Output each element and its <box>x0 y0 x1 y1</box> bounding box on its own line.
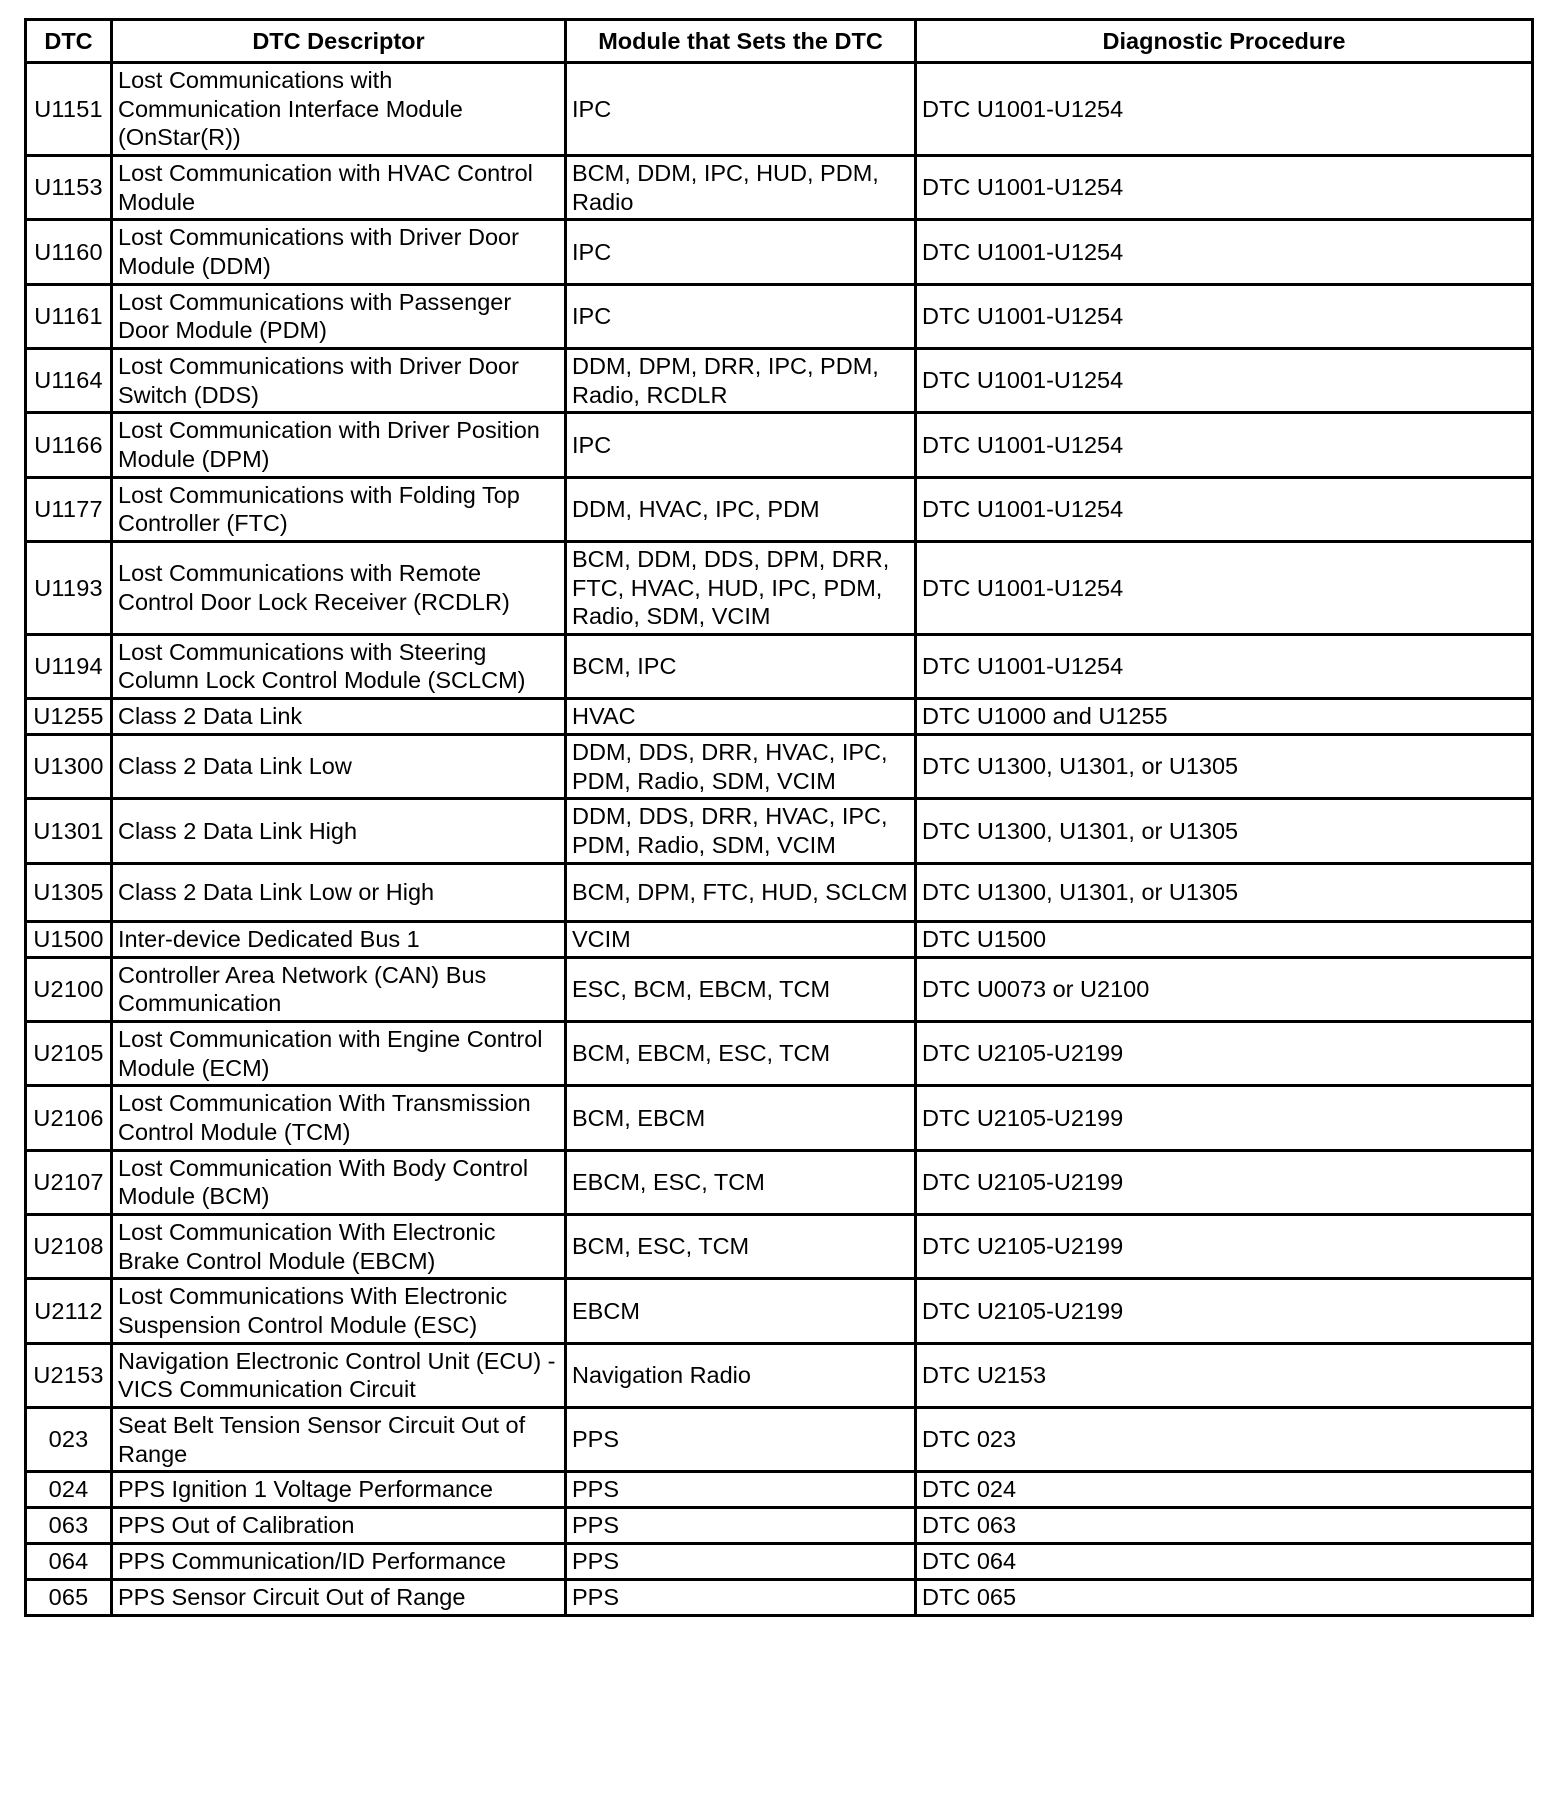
dtc-code-cell: U1255 <box>26 699 112 735</box>
dtc-code-cell: U1177 <box>26 477 112 541</box>
diagnostic-procedure-cell: DTC U1001-U1254 <box>916 63 1533 156</box>
header-dtc: DTC <box>26 20 112 63</box>
table-row <box>26 699 1533 735</box>
header-diagnostic-procedure: Diagnostic Procedure <box>916 20 1533 63</box>
dtc-code-cell: U1164 <box>26 348 112 412</box>
module-cell: EBCM <box>566 1279 916 1343</box>
dtc-descriptor-cell: Lost Communications with Remote Control Door Lock Receiver (RCDLR) <box>112 541 566 634</box>
dtc-code-cell: U1500 <box>26 921 112 957</box>
table-row <box>26 541 1533 634</box>
module-cell: BCM, IPC <box>566 634 916 698</box>
module-cell: ESC, BCM, EBCM, TCM <box>566 957 916 1021</box>
dtc-code-cell: U1300 <box>26 735 112 799</box>
dtc-descriptor-cell: Lost Communication with Engine Control Module (ECM) <box>112 1022 566 1086</box>
table-row <box>26 799 1533 863</box>
diagnostic-procedure-cell: DTC U1500 <box>916 921 1533 957</box>
table-row <box>26 921 1533 957</box>
dtc-code-cell: U1160 <box>26 220 112 284</box>
dtc-descriptor-cell: PPS Out of Calibration <box>112 1508 566 1544</box>
module-cell: PPS <box>566 1544 916 1580</box>
table-header <box>26 20 1533 63</box>
dtc-code-cell: U2106 <box>26 1086 112 1150</box>
dtc-code-cell: U2100 <box>26 957 112 1021</box>
dtc-code-cell: 063 <box>26 1508 112 1544</box>
diagnostic-procedure-cell: DTC 023 <box>916 1407 1533 1471</box>
diagnostic-procedure-cell: DTC U0073 or U2100 <box>916 957 1533 1021</box>
module-cell: DDM, HVAC, IPC, PDM <box>566 477 916 541</box>
diagnostic-procedure-cell: DTC U1300, U1301, or U1305 <box>916 799 1533 863</box>
dtc-descriptor-cell: PPS Ignition 1 Voltage Performance <box>112 1472 566 1508</box>
table-row <box>26 220 1533 284</box>
diagnostic-procedure-cell: DTC U1001-U1254 <box>916 477 1533 541</box>
module-cell: BCM, DPM, FTC, HUD, SCLCM <box>566 863 916 921</box>
dtc-table <box>24 18 1534 1617</box>
diagnostic-procedure-cell: DTC U1300, U1301, or U1305 <box>916 735 1533 799</box>
module-cell: Navigation Radio <box>566 1343 916 1407</box>
diagnostic-procedure-cell: DTC U2105-U2199 <box>916 1279 1533 1343</box>
dtc-code-cell: 023 <box>26 1407 112 1471</box>
module-cell: BCM, ESC, TCM <box>566 1215 916 1279</box>
table-row <box>26 863 1533 921</box>
dtc-descriptor-cell: Lost Communication with HVAC Control Module <box>112 155 566 219</box>
dtc-code-cell: U2112 <box>26 1279 112 1343</box>
table-row <box>26 1086 1533 1150</box>
dtc-code-cell: U1153 <box>26 155 112 219</box>
header-module: Module that Sets the DTC <box>566 20 916 63</box>
diagnostic-procedure-cell: DTC 024 <box>916 1472 1533 1508</box>
table-row <box>26 63 1533 156</box>
dtc-code-cell: U1193 <box>26 541 112 634</box>
dtc-descriptor-cell: PPS Sensor Circuit Out of Range <box>112 1580 566 1616</box>
module-cell: HVAC <box>566 699 916 735</box>
table-row <box>26 348 1533 412</box>
table-row <box>26 957 1533 1021</box>
dtc-code-cell: U2107 <box>26 1150 112 1214</box>
table-row <box>26 634 1533 698</box>
dtc-descriptor-cell: Class 2 Data Link Low or High <box>112 863 566 921</box>
diagnostic-procedure-cell: DTC U2153 <box>916 1343 1533 1407</box>
dtc-descriptor-cell: Lost Communications with Driver Door Module (DDM) <box>112 220 566 284</box>
dtc-descriptor-cell: Lost Communications with Passenger Door Module (PDM) <box>112 284 566 348</box>
diagnostic-procedure-cell: DTC U1300, U1301, or U1305 <box>916 863 1533 921</box>
table-row <box>26 1508 1533 1544</box>
dtc-code-cell: U1166 <box>26 413 112 477</box>
module-cell: DDM, DDS, DRR, HVAC, IPC, PDM, Radio, SDM, VCIM <box>566 799 916 863</box>
diagnostic-procedure-cell: DTC U2105-U2199 <box>916 1022 1533 1086</box>
table-row <box>26 284 1533 348</box>
module-cell: IPC <box>566 284 916 348</box>
table-row <box>26 413 1533 477</box>
table-row <box>26 735 1533 799</box>
module-cell: PPS <box>566 1508 916 1544</box>
dtc-code-cell: U1305 <box>26 863 112 921</box>
module-cell: BCM, DDM, IPC, HUD, PDM, Radio <box>566 155 916 219</box>
module-cell: BCM, EBCM <box>566 1086 916 1150</box>
table-body <box>26 63 1533 1616</box>
diagnostic-procedure-cell: DTC U1001-U1254 <box>916 541 1533 634</box>
diagnostic-procedure-cell: DTC U1001-U1254 <box>916 348 1533 412</box>
module-cell: PPS <box>566 1407 916 1471</box>
table-row <box>26 1215 1533 1279</box>
module-cell: DDM, DPM, DRR, IPC, PDM, Radio, RCDLR <box>566 348 916 412</box>
dtc-code-cell: U2105 <box>26 1022 112 1086</box>
dtc-descriptor-cell: Lost Communication With Electronic Brake Control Module (EBCM) <box>112 1215 566 1279</box>
module-cell: BCM, DDM, DDS, DPM, DRR, FTC, HVAC, HUD, IPC, PDM, Radio, SDM, VCIM <box>566 541 916 634</box>
table-row <box>26 1279 1533 1343</box>
diagnostic-procedure-cell: DTC U1001-U1254 <box>916 220 1533 284</box>
diagnostic-procedure-cell: DTC 065 <box>916 1580 1533 1616</box>
dtc-code-cell: U1194 <box>26 634 112 698</box>
dtc-descriptor-cell: PPS Communication/ID Performance <box>112 1544 566 1580</box>
module-cell: BCM, EBCM, ESC, TCM <box>566 1022 916 1086</box>
dtc-code-cell: 065 <box>26 1580 112 1616</box>
dtc-descriptor-cell: Class 2 Data Link Low <box>112 735 566 799</box>
table-row <box>26 1580 1533 1616</box>
table-row <box>26 1022 1533 1086</box>
diagnostic-procedure-cell: DTC U2105-U2199 <box>916 1215 1533 1279</box>
dtc-descriptor-cell: Lost Communications with Steering Column Lock Control Module (SCLCM) <box>112 634 566 698</box>
module-cell: DDM, DDS, DRR, HVAC, IPC, PDM, Radio, SDM, VCIM <box>566 735 916 799</box>
diagnostic-procedure-cell: DTC U1001-U1254 <box>916 284 1533 348</box>
diagnostic-procedure-cell: DTC 063 <box>916 1508 1533 1544</box>
module-cell: PPS <box>566 1472 916 1508</box>
dtc-descriptor-cell: Seat Belt Tension Sensor Circuit Out of Range <box>112 1407 566 1471</box>
table-row <box>26 1544 1533 1580</box>
diagnostic-procedure-cell: DTC U1000 and U1255 <box>916 699 1533 735</box>
table-row <box>26 1407 1533 1471</box>
header-dtc-descriptor: DTC Descriptor <box>112 20 566 63</box>
module-cell: IPC <box>566 413 916 477</box>
diagnostic-procedure-cell: DTC U2105-U2199 <box>916 1086 1533 1150</box>
dtc-code-cell: U1151 <box>26 63 112 156</box>
dtc-code-cell: 064 <box>26 1544 112 1580</box>
module-cell: PPS <box>566 1580 916 1616</box>
module-cell: VCIM <box>566 921 916 957</box>
table-row <box>26 477 1533 541</box>
dtc-descriptor-cell: Lost Communications With Electronic Suspension Control Module (ESC) <box>112 1279 566 1343</box>
table-row <box>26 1150 1533 1214</box>
dtc-descriptor-cell: Inter-device Dedicated Bus 1 <box>112 921 566 957</box>
dtc-code-cell: U1301 <box>26 799 112 863</box>
module-cell: EBCM, ESC, TCM <box>566 1150 916 1214</box>
diagnostic-procedure-cell: DTC 064 <box>916 1544 1533 1580</box>
module-cell: IPC <box>566 63 916 156</box>
dtc-descriptor-cell: Lost Communication with Driver Position Module (DPM) <box>112 413 566 477</box>
diagnostic-procedure-cell: DTC U2105-U2199 <box>916 1150 1533 1214</box>
dtc-code-cell: U2153 <box>26 1343 112 1407</box>
diagnostic-procedure-cell: DTC U1001-U1254 <box>916 413 1533 477</box>
dtc-descriptor-cell: Class 2 Data Link High <box>112 799 566 863</box>
header-row <box>26 20 1533 63</box>
dtc-descriptor-cell: Lost Communications with Communication Interface Module (OnStar(R)) <box>112 63 566 156</box>
dtc-code-cell: 024 <box>26 1472 112 1508</box>
diagnostic-procedure-cell: DTC U1001-U1254 <box>916 634 1533 698</box>
dtc-descriptor-cell: Lost Communications with Folding Top Controller (FTC) <box>112 477 566 541</box>
dtc-descriptor-cell: Controller Area Network (CAN) Bus Communication <box>112 957 566 1021</box>
dtc-descriptor-cell: Lost Communications with Driver Door Switch (DDS) <box>112 348 566 412</box>
dtc-code-cell: U2108 <box>26 1215 112 1279</box>
diagnostic-procedure-cell: DTC U1001-U1254 <box>916 155 1533 219</box>
table-row <box>26 1472 1533 1508</box>
dtc-descriptor-cell: Class 2 Data Link <box>112 699 566 735</box>
module-cell: IPC <box>566 220 916 284</box>
dtc-descriptor-cell: Navigation Electronic Control Unit (ECU) - VICS Communication Circuit <box>112 1343 566 1407</box>
dtc-code-cell: U1161 <box>26 284 112 348</box>
table-row <box>26 1343 1533 1407</box>
dtc-descriptor-cell: Lost Communication With Body Control Module (BCM) <box>112 1150 566 1214</box>
table-row <box>26 155 1533 219</box>
dtc-descriptor-cell: Lost Communication With Transmission Control Module (TCM) <box>112 1086 566 1150</box>
